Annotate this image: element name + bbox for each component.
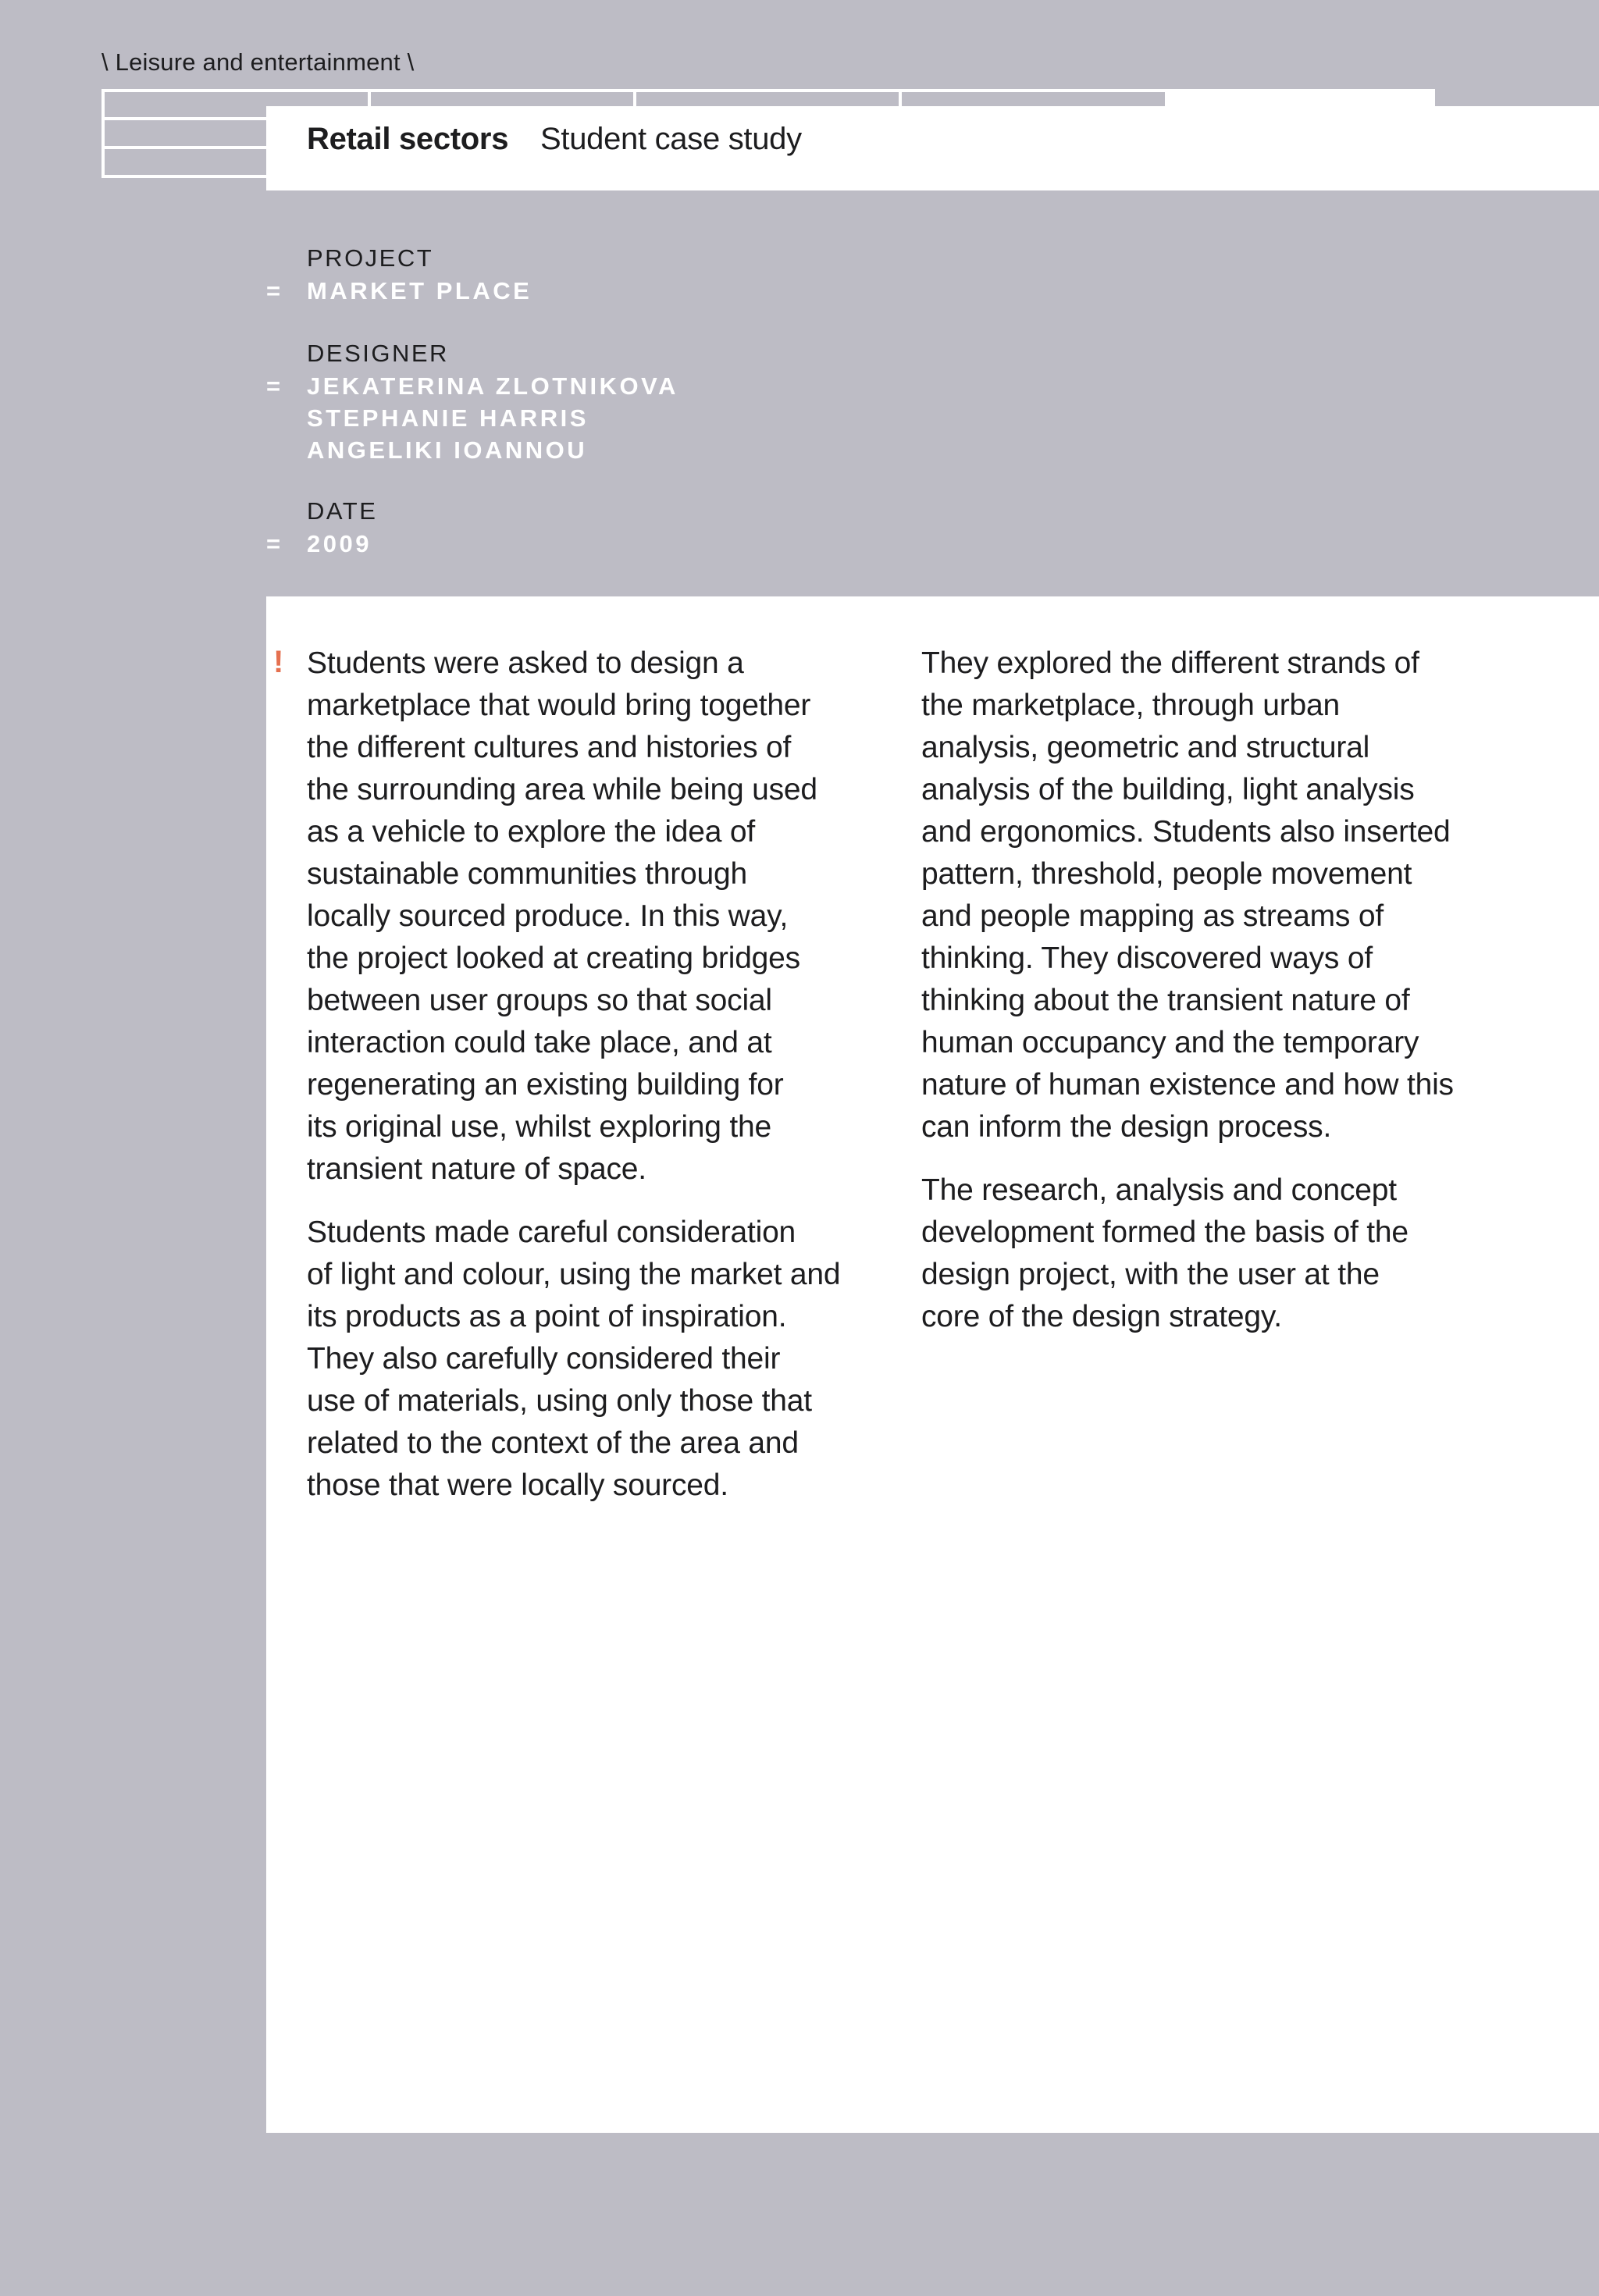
tab-grid-line [899,89,902,106]
project-value: MARKET PLACE [307,277,532,304]
tab-grid-line [101,89,105,178]
designer-name: ANGELIKI IOANNOU [307,436,588,464]
designer-label: DESIGNER [307,340,449,367]
breadcrumb: \ Leisure and entertainment \ [101,48,415,76]
designer-name: STEPHANIE HARRIS [307,404,589,432]
body-column-left [307,643,908,1528]
date-value: 2009 [307,530,372,557]
tab-grid-line [633,89,636,106]
meta-marker: = [266,277,281,304]
body-paragraph: Students made careful consideration of light and colour, using the market and its products as a point of inspiration. They also carefully considered their use of materials, using only those that related to the context of the area and those that were locally sourced. [307,1216,841,1502]
tab-grid-active-tab [1165,89,1435,106]
tab-grid-line [101,117,266,120]
meta-marker: = [266,530,281,557]
tab-grid-line [101,175,266,178]
date-label: DATE [307,497,378,525]
page-subtitle: Student case study [540,122,802,156]
page-title-band [266,106,1599,190]
body-column-right [921,643,1530,1359]
designer-name: JEKATERINA ZLOTNIKOVA [307,372,678,400]
page-title: Retail sectors [307,122,509,156]
tab-grid-line [101,146,266,149]
meta-marker: = [266,372,281,400]
body-paragraph: The research, analysis and concept development formed the basis of the design project, with the user at the core of the design strategy. [921,1173,1408,1333]
project-label: PROJECT [307,244,434,272]
tab-grid-line [368,89,371,106]
body-paragraph: They explored the different strands of the marketplace, through urban analysis, geometric and structural analysis of the building, light analysis and ergonomics. Students also inserted pattern, threshold, people movement and people mapping as streams of thinking. They discovered ways of thinking about the transient nature of human occupancy and the temporary nature of human existence and how this can inform the design process. [921,646,1454,1144]
exclamation-icon: ! [273,645,284,679]
body-paragraph: Students were asked to design a marketplace that would bring together the different cultures and histories of the surrounding area while being used as a vehicle to explore the idea of sustainable communities through locally sourced produce. In this way, the project looked at creating bridges between user groups so that social interaction could take place, and at regenerating an existing building for its original use, whilst exploring the transient nature of space. [307,646,817,1186]
